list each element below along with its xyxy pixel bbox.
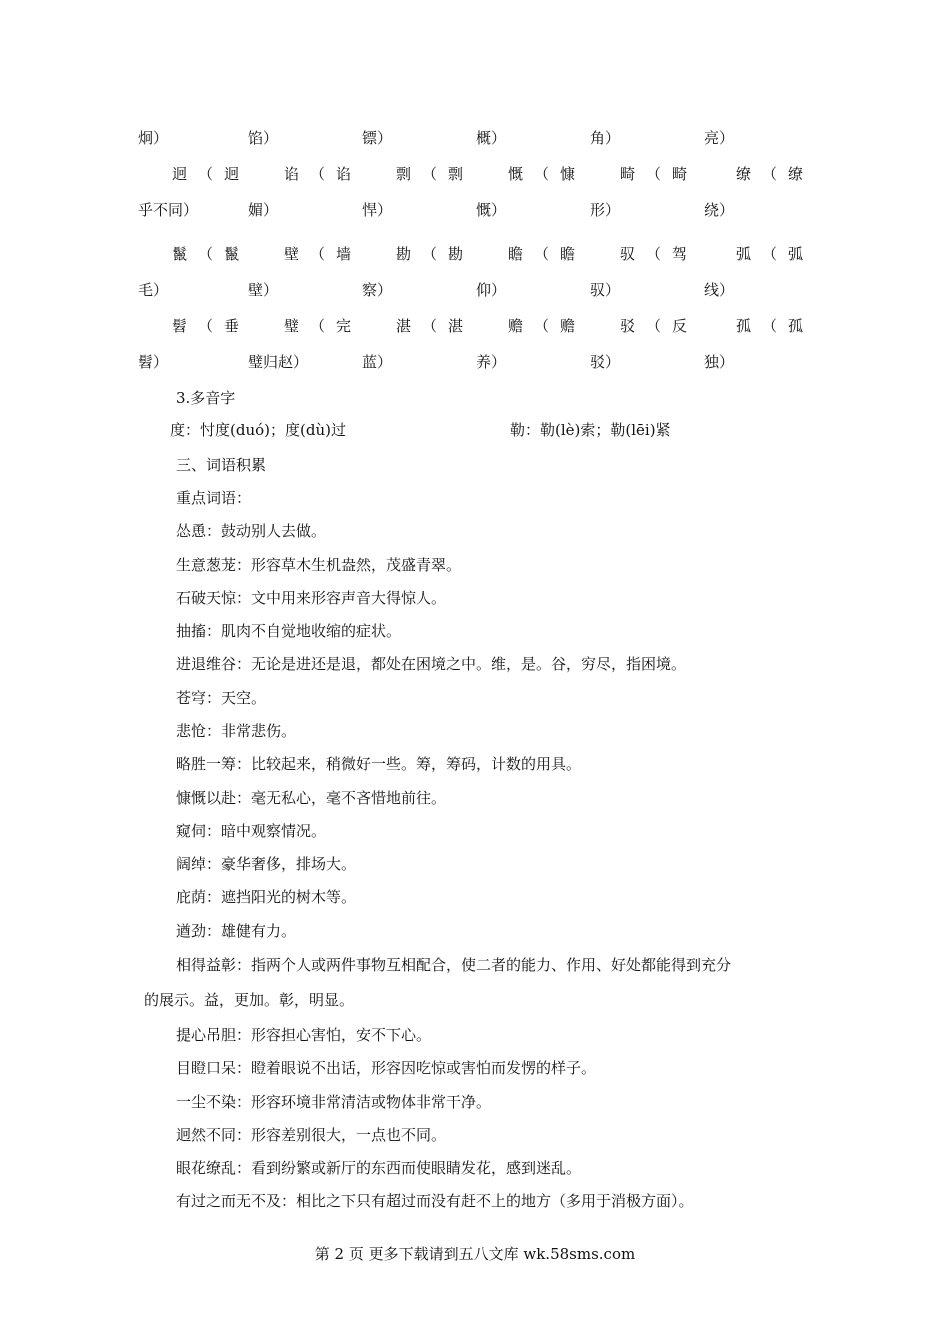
table-cell: 驳） — [590, 353, 621, 371]
vocab-entry: 生意葱茏：形容草木生机盎然，茂盛青翠。 — [176, 556, 462, 574]
table-cell: 亮） — [704, 129, 735, 147]
table-cell: 髫） — [138, 353, 169, 371]
vocab-entry: 庇荫：遮挡阳光的树木等。 — [176, 888, 357, 906]
table-cell: 璧归赵） — [248, 353, 309, 371]
char-table-row — [0, 352, 950, 372]
vocab-entry: 悲怆：非常悲伤。 — [176, 722, 297, 740]
table-cell: 毛） — [138, 281, 169, 299]
vocab-entry: 阔绰：豪华奢侈，排场大。 — [176, 855, 357, 873]
table-cell: 剽（剽 — [396, 165, 475, 183]
table-cell: 鬣（鬣 — [172, 245, 251, 263]
section-subtitle: 重点词语： — [176, 489, 252, 507]
vocab-entry: 石破天惊：文中用来形容声音大得惊人。 — [176, 589, 447, 607]
vocab-entry: 怂恿：鼓动别人去做。 — [176, 522, 327, 540]
table-cell: 养） — [476, 353, 507, 371]
table-cell: 角） — [590, 129, 621, 147]
table-cell: 驭） — [590, 281, 621, 299]
table-cell: 缭（缭 — [736, 165, 815, 183]
table-cell: 馅） — [248, 129, 279, 147]
table-cell: 线） — [704, 281, 735, 299]
vocab-entry: 遒劲：雄健有力。 — [176, 922, 297, 940]
table-cell: 勘（勘 — [396, 245, 475, 263]
table-cell: 媚） — [248, 201, 279, 219]
vocab-entry: 略胜一筹：比较起来，稍微好一些。筹，筹码，计数的用具。 — [176, 755, 582, 773]
page-footer: 第 2 页 更多下载请到五八文库 wk.58sms.com — [314, 1245, 636, 1263]
char-table-row — [0, 200, 950, 220]
vocab-entry: 抽搐：肌肉不自觉地收缩的症状。 — [176, 622, 402, 640]
section-title: 三、词语积累 — [176, 456, 267, 474]
table-cell: 壁（墙 — [284, 245, 363, 263]
table-cell: 慨（慷 — [508, 165, 587, 183]
vocab-entry: 相得益彰：指两个人或两件事物互相配合，使二者的能力、作用、好处都能得到充分 — [176, 956, 732, 974]
table-cell: 察） — [362, 281, 393, 299]
polyphone-item: 度：忖度(duó)；度(dù)过 — [170, 421, 346, 439]
table-cell: 乎不同） — [138, 201, 199, 219]
vocab-entry: 目瞪口呆：瞪着眼说不出话，形容因吃惊或害怕而发愣的样子。 — [176, 1059, 597, 1077]
polyphone-item: 勒：勒(lè)索；勒(lēi)紧 — [510, 421, 671, 439]
table-cell: 瞻（瞻 — [508, 245, 587, 263]
table-cell: 蓝） — [362, 353, 393, 371]
vocab-entry: 迥然不同：形容差别很大，一点也不同。 — [176, 1126, 447, 1144]
vocab-entry: 提心吊胆：形容担心害怕，安不下心。 — [176, 1026, 432, 1044]
table-cell: 璧（完 — [284, 317, 363, 335]
table-cell: 弧（弧 — [736, 245, 815, 263]
vocab-entry: 慷慨以赴：毫无私心，毫不吝惜地前往。 — [176, 789, 447, 807]
table-cell: 悍） — [362, 201, 393, 219]
vocab-entry: 窥伺：暗中观察情况。 — [176, 822, 327, 840]
vocab-entry: 眼花缭乱：看到纷繁或新厅的东西而使眼睛发花，感到迷乱。 — [176, 1159, 582, 1177]
table-cell: 驭（驾 — [620, 245, 699, 263]
table-cell: 仰） — [476, 281, 507, 299]
table-cell: 慨） — [476, 201, 507, 219]
polyphone-heading: 3.多音字 — [176, 389, 236, 407]
table-cell: 镖） — [362, 129, 393, 147]
table-cell: 赡（赡 — [508, 317, 587, 335]
table-cell: 绕） — [704, 201, 735, 219]
vocab-entry: 进退维谷：无论是进还是退，都处在困境之中。维，是。谷，穷尽，指困境。 — [176, 655, 687, 673]
char-table-row — [0, 128, 950, 148]
vocab-entry: 有过之而无不及：相比之下只有超过而没有赶不上的地方（多用于消极方面）。 — [176, 1192, 694, 1210]
table-cell: 湛（湛 — [396, 317, 475, 335]
table-cell: 独） — [704, 353, 735, 371]
table-cell: 髫（垂 — [172, 317, 251, 335]
vocab-entry-continuation: 的展示。益，更加。彰，明显。 — [144, 991, 355, 1009]
char-table-row — [0, 164, 950, 184]
vocab-entry: 苍穹：天空。 — [176, 689, 267, 707]
table-cell: 概） — [476, 129, 507, 147]
table-cell: 炯） — [138, 129, 169, 147]
char-table-row — [0, 280, 950, 300]
char-table-row — [0, 244, 950, 264]
table-cell: 形） — [590, 201, 621, 219]
table-cell: 谄（谄 — [284, 165, 363, 183]
table-cell: 驳（反 — [620, 317, 699, 335]
table-cell: 畸（畸 — [620, 165, 699, 183]
table-cell: 壁） — [248, 281, 279, 299]
table-cell: 迥（迥 — [172, 165, 251, 183]
vocab-entry: 一尘不染：形容环境非常清洁或物体非常干净。 — [176, 1093, 492, 1111]
table-cell: 孤（孤 — [736, 317, 815, 335]
char-table-row — [0, 316, 950, 336]
